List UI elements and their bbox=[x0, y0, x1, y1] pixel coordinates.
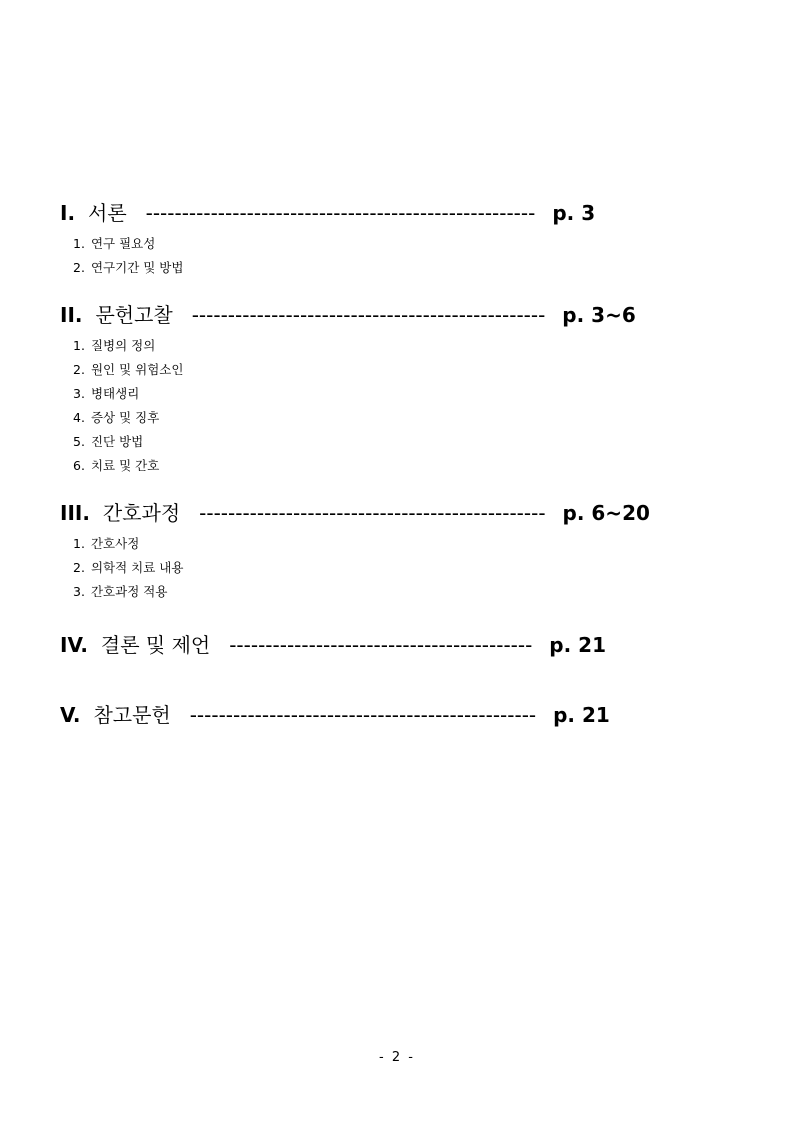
item-number: 1. bbox=[73, 536, 85, 551]
list-item bbox=[73, 232, 740, 256]
item-label: 치료 및 간호 bbox=[90, 458, 160, 473]
item-label: 간호사정 bbox=[90, 536, 140, 551]
item-number: 6. bbox=[73, 458, 85, 473]
list-item bbox=[73, 532, 740, 556]
section-roman-numeral: I. bbox=[60, 201, 76, 225]
dot-leader: ------------------------------------------ bbox=[229, 633, 533, 657]
item-number: 2. bbox=[73, 362, 85, 377]
toc-section-references bbox=[60, 700, 740, 730]
section-roman-numeral: III. bbox=[60, 501, 90, 525]
section-page-ref: p. 6~20 bbox=[562, 501, 650, 525]
section-roman-numeral: II. bbox=[60, 303, 83, 327]
toc-section-conclusion bbox=[60, 630, 740, 660]
section-title: 서론 bbox=[88, 201, 127, 225]
toc-section-literature-review bbox=[60, 300, 740, 478]
list-item bbox=[73, 580, 740, 604]
item-number: 1. bbox=[73, 338, 85, 353]
item-number: 2. bbox=[73, 560, 85, 575]
list-item bbox=[73, 556, 740, 580]
list-item bbox=[73, 454, 740, 478]
toc-section-heading bbox=[60, 300, 740, 330]
item-label: 질병의 정의 bbox=[90, 338, 156, 353]
dot-leader: ------------------------------------------------ bbox=[199, 501, 546, 525]
subsection-list bbox=[60, 334, 740, 478]
dot-leader: ------------------------------------------------ bbox=[189, 703, 537, 727]
toc-section-heading bbox=[60, 700, 740, 730]
list-item bbox=[73, 406, 740, 430]
item-label: 간호과정 적용 bbox=[90, 584, 168, 599]
list-item bbox=[73, 430, 740, 454]
toc-section-heading bbox=[60, 630, 740, 660]
item-number: 3. bbox=[73, 584, 85, 599]
toc-section-heading bbox=[60, 498, 740, 528]
item-label: 진단 방법 bbox=[90, 434, 144, 449]
section-page-ref: p. 3~6 bbox=[562, 303, 636, 327]
section-roman-numeral: IV. bbox=[60, 633, 88, 657]
subsection-list bbox=[60, 532, 740, 604]
item-label: 의학적 치료 내용 bbox=[90, 560, 184, 575]
list-item bbox=[73, 334, 740, 358]
section-title: 간호과정 bbox=[102, 501, 181, 525]
item-number: 2. bbox=[73, 260, 85, 275]
item-number: 5. bbox=[73, 434, 85, 449]
table-of-contents bbox=[60, 198, 740, 730]
section-roman-numeral: V. bbox=[60, 703, 81, 727]
section-page-ref: p. 21 bbox=[553, 703, 610, 727]
list-item bbox=[73, 358, 740, 382]
toc-section-introduction bbox=[60, 198, 740, 280]
item-label: 연구기간 및 방법 bbox=[90, 260, 184, 275]
toc-section-heading bbox=[60, 198, 740, 228]
section-page-ref: p. 3 bbox=[552, 201, 596, 225]
item-number: 4. bbox=[73, 410, 85, 425]
subsection-list bbox=[60, 232, 740, 280]
list-item bbox=[73, 382, 740, 406]
item-label: 증상 및 징후 bbox=[90, 410, 160, 425]
section-title: 문헌고찰 bbox=[95, 303, 173, 327]
section-title: 결론 및 제언 bbox=[100, 633, 211, 657]
section-title: 참고문헌 bbox=[93, 703, 171, 727]
dot-leader: ------------------------------------------------- bbox=[191, 303, 546, 327]
toc-section-nursing-process bbox=[60, 498, 740, 604]
dot-leader: ------------------------------------------------------ bbox=[145, 201, 536, 225]
list-item bbox=[73, 256, 740, 280]
item-number: 3. bbox=[73, 386, 85, 401]
item-label: 연구 필요성 bbox=[90, 236, 156, 251]
item-number: 1. bbox=[73, 236, 85, 251]
section-page-ref: p. 21 bbox=[549, 633, 607, 657]
item-label: 병태생리 bbox=[90, 386, 140, 401]
item-label: 원인 및 위험소인 bbox=[90, 362, 184, 377]
page-number-footer: - 2 - bbox=[379, 1050, 415, 1065]
